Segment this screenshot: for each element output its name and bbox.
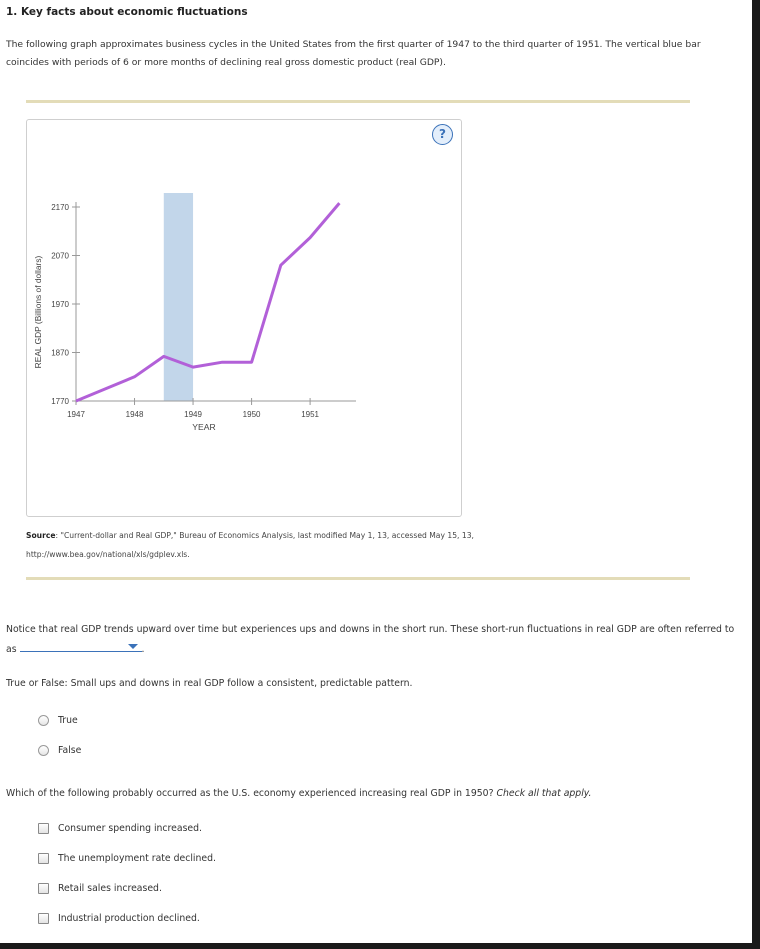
checkbox-label: Industrial production declined.	[58, 912, 200, 924]
x-tick-label: 1949	[184, 410, 202, 419]
gdp-series-line	[76, 203, 339, 401]
checkbox-label: Retail sales increased.	[58, 882, 162, 894]
y-tick-label: 1770	[51, 397, 69, 406]
x-tick-label: 1951	[301, 410, 320, 419]
which-question-text: Which of the following probably occurred as the U.S. economy experienced increasing real GDP in 1950?	[6, 788, 494, 799]
recession-band	[164, 193, 193, 401]
fluctuation-term-dropdown[interactable]	[20, 639, 142, 652]
gdp-chart	[26, 180, 446, 440]
radio-option-false[interactable]	[38, 743, 81, 757]
checkbox[interactable]	[38, 883, 49, 894]
window-bottom-edge	[0, 943, 760, 949]
checkbox-label: Consumer spending increased.	[58, 822, 202, 834]
y-tick-label: 2170	[51, 203, 69, 212]
notice-end-punct: .	[141, 644, 145, 655]
checkbox[interactable]	[38, 823, 49, 834]
checkbox[interactable]	[38, 913, 49, 924]
radio-label: True	[58, 714, 78, 726]
checkbox-option-retail-sales[interactable]	[38, 881, 162, 895]
checkbox-option-industrial-production[interactable]	[38, 911, 200, 925]
y-tick-label: 1970	[51, 300, 69, 309]
chevron-down-icon	[128, 644, 138, 649]
question-title: 1. Key facts about economic fluctuations	[6, 6, 248, 18]
checkbox[interactable]	[38, 853, 49, 864]
checkbox-label: The unemployment rate declined.	[58, 852, 216, 864]
which-question-hint: Check all that apply.	[496, 788, 592, 799]
x-tick-label: 1947	[67, 410, 85, 419]
divider-top	[26, 100, 690, 103]
x-tick-label: 1948	[125, 410, 144, 419]
source-citation	[26, 526, 546, 564]
help-icon[interactable]: ?	[432, 124, 453, 145]
window-right-edge	[752, 0, 760, 949]
true-false-question: True or False: Small ups and downs in real GDP follow a consistent, predictable pattern.	[6, 678, 413, 689]
x-axis-label: YEAR	[192, 422, 216, 432]
y-tick-label: 2070	[51, 251, 69, 261]
notice-text: Notice that real GDP trends upward over time but experiences ups and downs in the short run. These short-run fluctuations in real GDP are often referred to as	[6, 624, 735, 655]
source-text: : "Current-dollar and Real GDP," Bureau of Economics Analysis, last modified May 1, 13, accessed May 15, 13,	[55, 531, 474, 540]
radio-option-true[interactable]	[38, 713, 78, 727]
y-tick-label: 1870	[51, 348, 69, 358]
radio-label: False	[58, 744, 82, 756]
radio-button[interactable]	[38, 715, 49, 726]
which-question	[6, 788, 592, 799]
question-intro: The following graph approximates business cycles in the United States from the first quarter of 1947 to the third quarter of 1951. The vertical blue bar coincides with periods of 6 or more months of declining real gross domestic product (real GDP).	[6, 39, 701, 68]
checkbox-option-unemployment[interactable]	[38, 851, 216, 865]
radio-button[interactable]	[38, 745, 49, 756]
source-label: Source	[26, 531, 56, 540]
checkbox-option-consumer-spending[interactable]	[38, 821, 202, 835]
x-tick-label: 1950	[242, 410, 261, 419]
y-axis-label: REAL GDP (Billions of dollars)	[33, 255, 43, 369]
source-url: http://www.bea.gov/national/xls/gdplev.xls.	[26, 550, 190, 559]
notice-paragraph	[6, 620, 746, 659]
divider-bottom	[26, 577, 690, 580]
